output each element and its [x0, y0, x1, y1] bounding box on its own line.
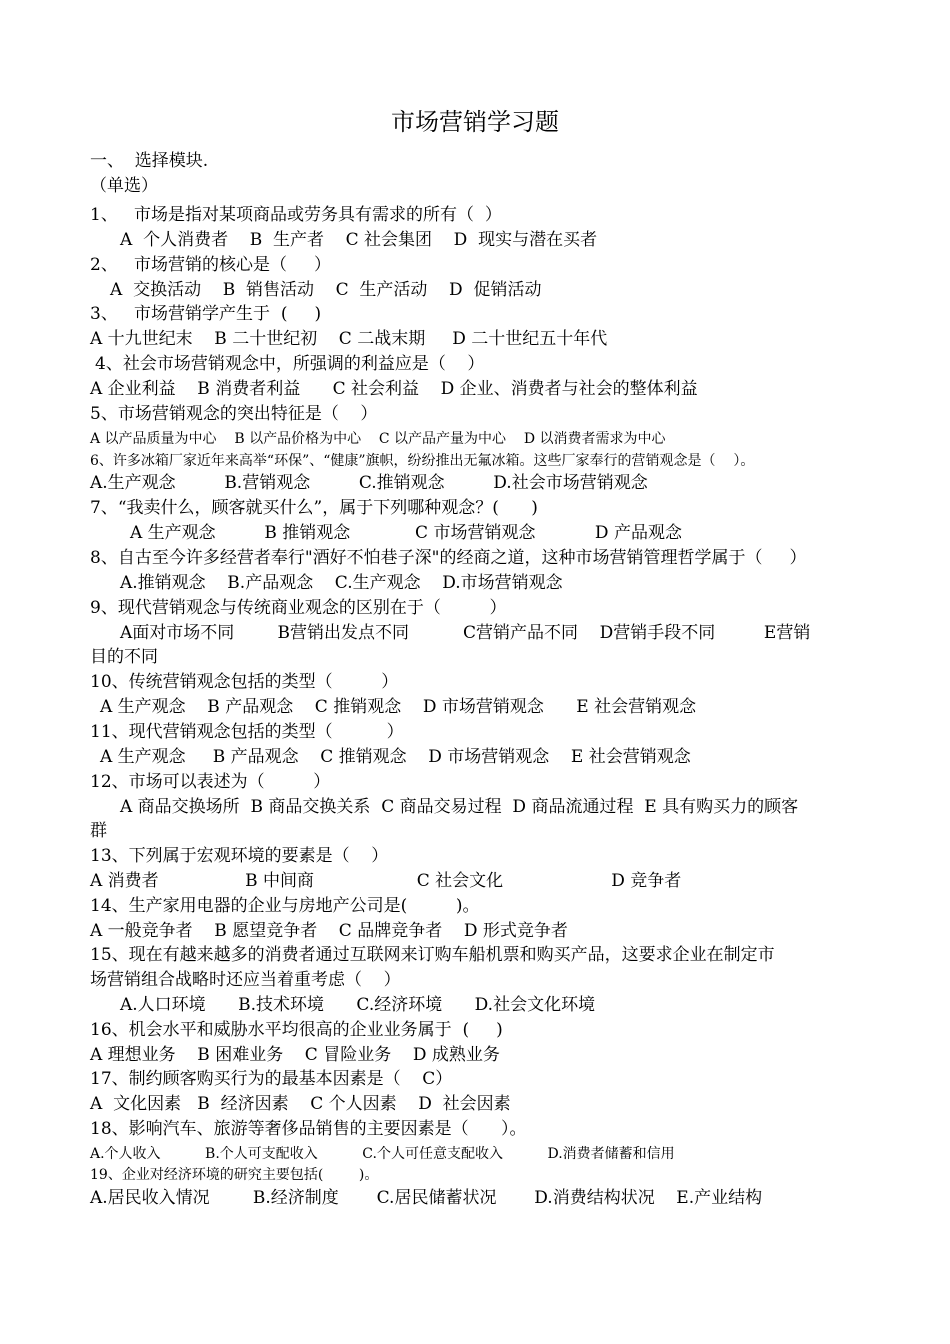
- text-line: A.推销观念 B.产品观念 C.生产观念 D.市场营销观念: [120, 573, 563, 593]
- text-line: 群: [90, 821, 107, 841]
- text-line: 19、企业对经济环境的研究主要包括( )。: [90, 1167, 379, 1183]
- text-line: A 一般竞争者 B 愿望竞争者 C 品牌竞争者 D 形式竞争者: [90, 921, 568, 941]
- text-line: A面对市场不同 B营销出发点不同 C营销产品不同 D营销手段不同 E营销: [120, 623, 811, 643]
- text-line: A.人口环境 B.技术环境 C.经济环境 D.社会文化环境: [120, 995, 596, 1015]
- text-line: A.个人收入 B.个人可支配收入 C.个人可任意支配收入 D.消费者储蓄和信用: [90, 1146, 675, 1162]
- text-line: 16、机会水平和威胁水平均很高的企业业务属于 ( ): [90, 1020, 503, 1040]
- text-line: 8、自古至今许多经营者奉行"酒好不怕巷子深"的经商之道，这种市场营销管理哲学属于（ ）: [90, 548, 807, 568]
- text-line: 7、“我卖什么，顾客就买什么”，属于下列哪种观念？( ): [90, 498, 538, 518]
- text-line: 9、现代营销观念与传统商业观念的区别在于（ ）: [90, 598, 507, 618]
- text-line: 场营销组合战略时还应当着重考虑（ ）: [90, 970, 401, 990]
- text-line: 12、市场可以表述为（ ）: [90, 772, 331, 792]
- text-line: A 生产观念 B 推销观念 C 市场营销观念 D 产品观念: [130, 523, 682, 543]
- text-line: 13、下列属于宏观环境的要素是（ ）: [90, 846, 389, 866]
- text-line: A 个人消费者 B 生产者 C 社会集团 D 现实与潜在买者: [120, 230, 598, 250]
- text-line: A 企业利益 B 消费者利益 C 社会利益 D 企业、消费者与社会的整体利益: [90, 379, 698, 399]
- text-line: 4、社会市场营销观念中，所强调的利益应是（ ）: [95, 354, 485, 374]
- text-line: 5、市场营销观念的突出特征是（ ）: [90, 404, 378, 424]
- text-line: A 商品交换场所 B 商品交换关系 C 商品交易过程 D 商品流通过程 E 具有购买力的顾客: [120, 797, 799, 817]
- text-line: A.生产观念 B.营销观念 C.推销观念 D.社会市场营销观念: [90, 473, 648, 493]
- text-line: 15、现在有越来越多的消费者通过互联网来订购车船机票和购买产品，这要求企业在制定市: [90, 945, 775, 965]
- text-line: 3、 市场营销学产生于 ( ): [90, 304, 322, 324]
- text-line: 目的不同: [90, 647, 158, 667]
- text-line: 2、 市场营销的核心是（ ）: [90, 255, 332, 275]
- text-line: 14、生产家用电器的企业与房地产公司是( )。: [90, 896, 480, 916]
- text-line: A 理想业务 B 困难业务 C 冒险业务 D 成熟业务: [90, 1045, 500, 1065]
- subsection-label: （单选）: [90, 176, 158, 196]
- text-line: 11、现代营销观念包括的类型（ ）: [90, 722, 404, 742]
- text-line: 6、许多冰箱厂家近年来高举“环保”、“健康”旗帜，纷纷推出无氟冰箱。这些厂家奉行的营销观念是（ ）。: [90, 453, 755, 469]
- text-line: 1、 市场是指对某项商品或劳务具有需求的所有（ ）: [90, 205, 502, 225]
- page-title: 市场营销学习题: [391, 108, 559, 136]
- text-line: A 生产观念 B 产品观念 C 推销观念 D 市场营销观念 E 社会营销观念: [100, 747, 691, 767]
- text-line: 10、传统营销观念包括的类型（ ）: [90, 672, 399, 692]
- text-line: 18、影响汽车、旅游等奢侈品销售的主要因素是（ ）。: [90, 1119, 527, 1139]
- text-line: 17、制约顾客购买行为的最基本因素是（ C）: [90, 1069, 453, 1089]
- text-line: A 生产观念 B 产品观念 C 推销观念 D 市场营销观念 E 社会营销观念: [100, 697, 697, 717]
- section-heading: 一、 选择模块.: [90, 151, 209, 171]
- text-line: A 十九世纪末 B 二十世纪初 C 二战末期 D 二十世纪五十年代: [90, 329, 608, 349]
- text-line: A 文化因素 B 经济因素 C 个人因素 D 社会因素: [90, 1094, 511, 1114]
- text-line: A 消费者 B 中间商 C 社会文化 D 竞争者: [90, 871, 682, 891]
- text-line: A 交换活动 B 销售活动 C 生产活动 D 促销活动: [110, 280, 542, 300]
- text-line: A 以产品质量为中心 B 以产品价格为中心 C 以产品产量为中心 D 以消费者需求为中心: [90, 431, 666, 447]
- text-line: A.居民收入情况 B.经济制度 C.居民储蓄状况 D.消费结构状况 E.产业结构: [90, 1188, 763, 1208]
